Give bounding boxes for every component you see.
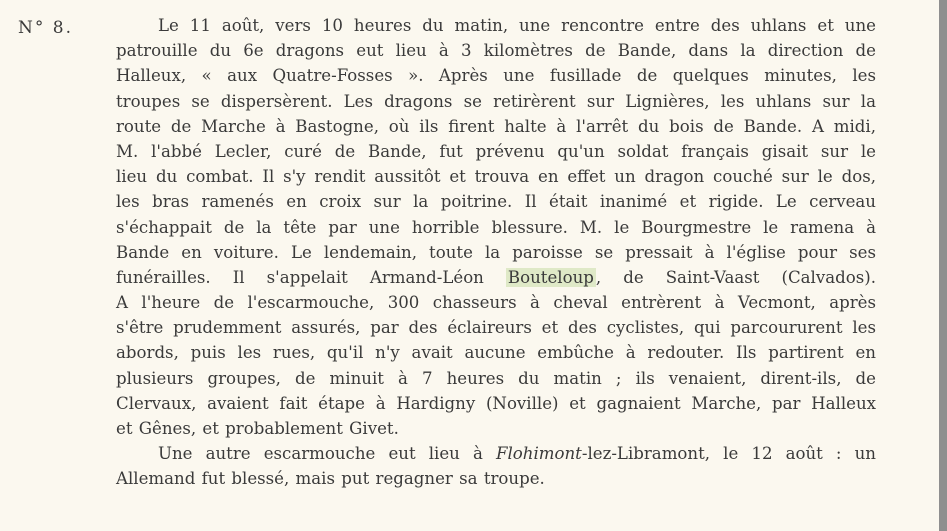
section-number: N° 8. (18, 18, 73, 38)
text-line: s'échappait de la tête par une horrible blessure. M. le Bourgmestre le ramena à (116, 217, 876, 237)
text-line: les bras ramenés en croix sur la poitrine. Il était inanimé et rigide. Le cerveau (116, 192, 876, 212)
text-line: troupes se dispersèrent. Les dragons se retirèrent sur Lignières, les uhlans sur la (116, 91, 876, 111)
document-body (116, 13, 876, 492)
text-line: A l'heure de l'escarmouche, 300 chasseurs à cheval entrèrent à Vecmont, après (116, 293, 876, 313)
text-line: route de Marche à Bastogne, où ils firent halte à l'arrêt du bois de Bande. A midi, (116, 116, 876, 136)
text-line: M. l'abbé Lecler, curé de Bande, fut prévenu qu'un soldat français gisait sur le (116, 141, 876, 161)
text-segment: , de Saint-Vaast (Calvados). (595, 267, 877, 287)
place-name-italic: Flohimont (495, 444, 582, 464)
text-segment: funérailles. Il s'appelait Armand-Léon (116, 267, 506, 287)
paragraph-1 (116, 13, 876, 441)
text-line: et Gênes, et probablement Givet. (116, 419, 399, 438)
text-line-with-highlight (116, 265, 876, 290)
text-line: abords, puis les rues, qu'il n'y avait aucune embûche à redouter. Ils partirent en (116, 343, 876, 363)
paragraph-2 (116, 441, 876, 491)
text-line: s'être prudemment assurés, par des éclaireurs et des cyclistes, qui parcoururent les (116, 318, 876, 338)
text-line: Le 11 août, vers 10 heures du matin, une rencontre entre des uhlans et une (158, 16, 876, 35)
text-line: Clervaux, avaient fait étape à Hardigny (Noville) et gagnaient Marche, par Halleux (116, 393, 876, 413)
text-segment: -lez-Libramont, le 12 août : un (581, 444, 876, 464)
text-line: Allemand fut blessé, mais put regagner sa troupe. (116, 469, 545, 489)
text-line (116, 441, 876, 466)
text-line: Bande en voiture. Le lendemain, toute la paroisse se pressait à l'église pour ses (116, 242, 876, 262)
text-line: patrouille du 6e dragons eut lieu à 3 kilomètres de Bande, dans la direction de (116, 41, 876, 61)
text-line: lieu du combat. Il s'y rendit aussitôt et trouva en effet un dragon couché sur le dos, (116, 167, 876, 187)
text-line: Halleux, « aux Quatre-Fosses ». Après une fusillade de quelques minutes, les (116, 66, 876, 86)
text-segment: Une autre escarmouche eut lieu à (158, 444, 496, 464)
page-edge-strip (939, 0, 947, 531)
highlighted-name[interactable]: Bouteloup (507, 267, 594, 287)
text-line: plusieurs groupes, de minuit à 7 heures du matin ; ils venaient, dirent-ils, de (116, 368, 876, 388)
